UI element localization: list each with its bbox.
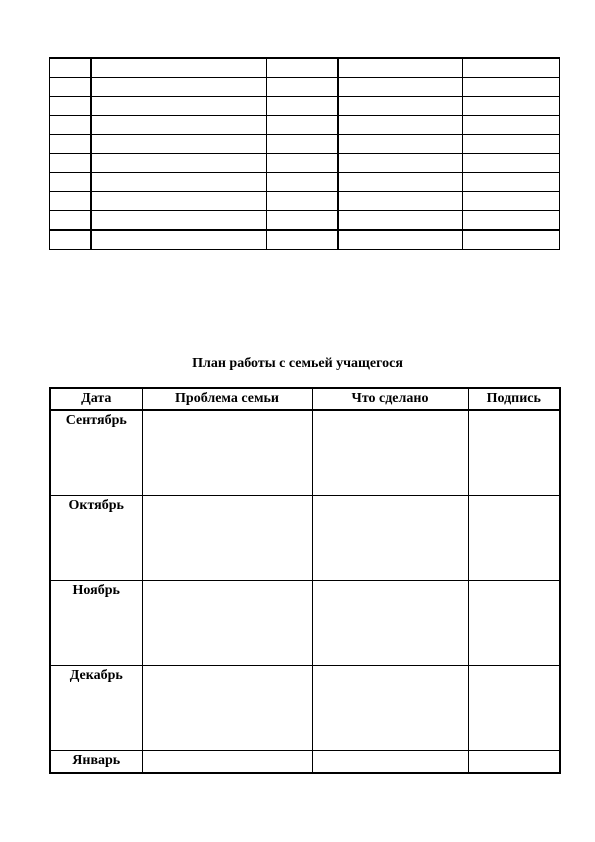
table-row xyxy=(50,751,560,774)
table-row xyxy=(50,116,560,135)
done-cell[interactable] xyxy=(312,496,468,581)
table-row xyxy=(50,496,560,581)
table-row xyxy=(50,78,560,97)
column-header-signature: Подпись xyxy=(468,388,560,410)
problem-cell[interactable] xyxy=(142,496,312,581)
month-cell: Октябрь xyxy=(50,496,142,581)
table-row xyxy=(50,173,560,192)
table-row xyxy=(50,410,560,496)
table-row xyxy=(50,97,560,116)
table-row xyxy=(50,211,560,231)
blank-table xyxy=(49,57,560,250)
signature-cell[interactable] xyxy=(468,496,560,581)
month-cell: Январь xyxy=(50,751,142,774)
column-header-problem: Проблема семьи xyxy=(142,388,312,410)
table-row xyxy=(50,666,560,751)
column-header-date: Дата xyxy=(50,388,142,410)
problem-cell[interactable] xyxy=(142,410,312,496)
table-row xyxy=(50,58,560,78)
problem-cell[interactable] xyxy=(142,666,312,751)
table-header-row xyxy=(50,388,560,410)
signature-cell[interactable] xyxy=(468,581,560,666)
table-row xyxy=(50,154,560,173)
column-header-done: Что сделано xyxy=(312,388,468,410)
month-cell: Декабрь xyxy=(50,666,142,751)
page-title: План работы с семьей учащегося xyxy=(192,356,403,371)
month-cell: Ноябрь xyxy=(50,581,142,666)
done-cell[interactable] xyxy=(312,410,468,496)
done-cell[interactable] xyxy=(312,751,468,774)
month-cell: Сентябрь xyxy=(50,410,142,496)
problem-cell[interactable] xyxy=(142,751,312,774)
table-row xyxy=(50,192,560,211)
table-row xyxy=(50,581,560,666)
table-row xyxy=(50,230,560,250)
signature-cell[interactable] xyxy=(468,751,560,774)
table-row xyxy=(50,135,560,154)
signature-cell[interactable] xyxy=(468,666,560,751)
plan-table xyxy=(49,387,561,774)
done-cell[interactable] xyxy=(312,581,468,666)
problem-cell[interactable] xyxy=(142,581,312,666)
signature-cell[interactable] xyxy=(468,410,560,496)
done-cell[interactable] xyxy=(312,666,468,751)
